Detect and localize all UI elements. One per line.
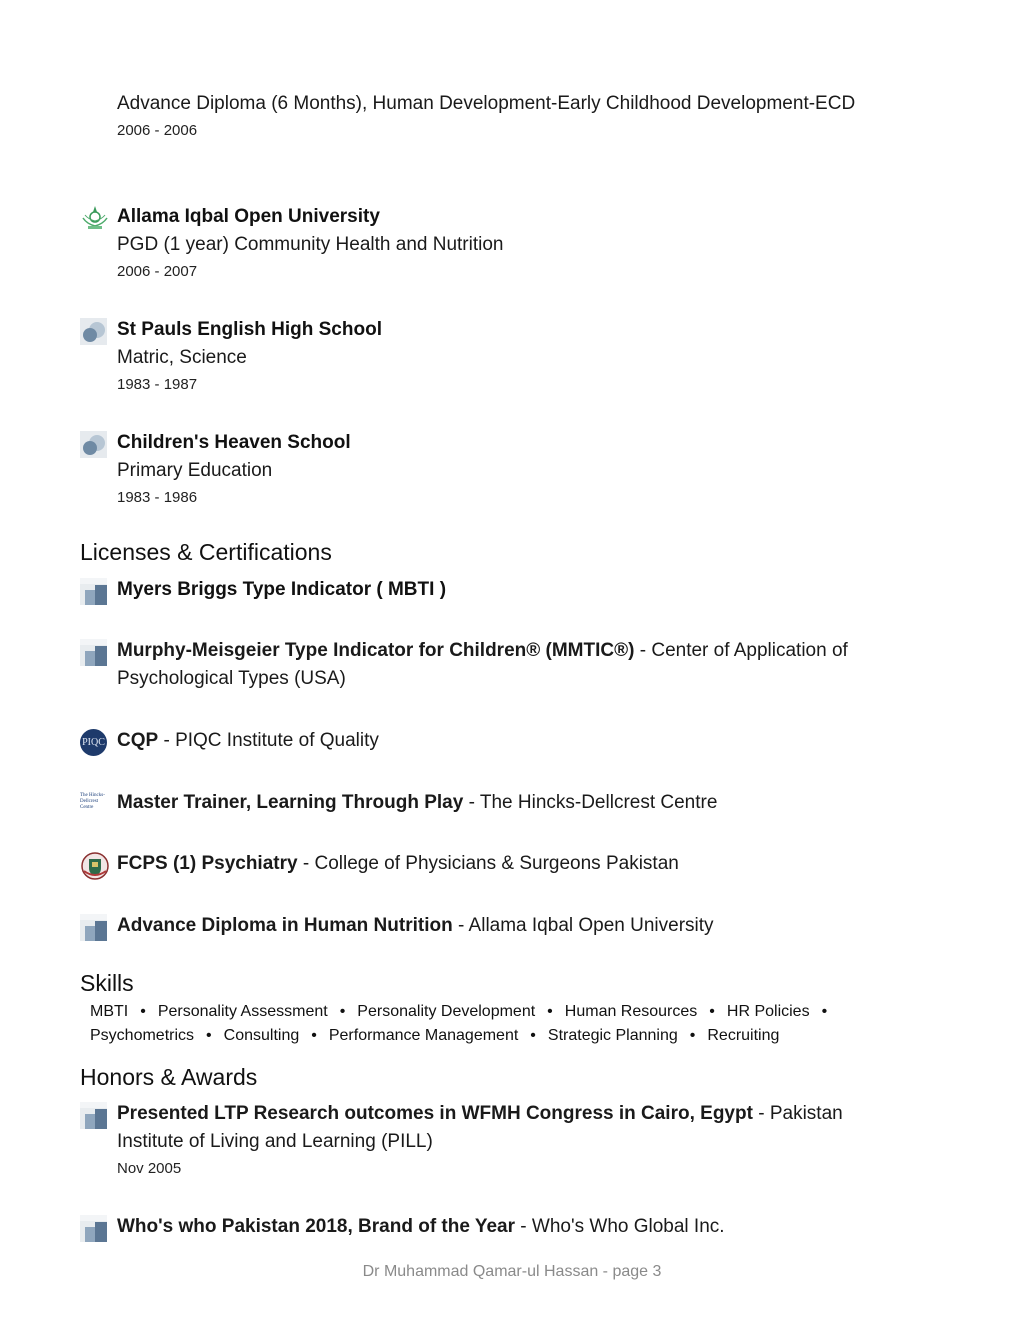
skill-item: MBTI (90, 1003, 129, 1020)
skill-separator: • (311, 1027, 317, 1044)
honor-issuer: Who's Who Global Inc. (531, 1216, 725, 1237)
license-issuer: The Hincks-Dellcrest Centre (479, 792, 718, 813)
skills-line (90, 1024, 910, 1048)
license-issuer: Allama Iqbal Open University (468, 915, 714, 936)
license-dash: - (457, 915, 465, 936)
license-dash: - (639, 640, 647, 661)
education-years: 1983 - 1986 (117, 489, 198, 506)
institution-name: St Pauls English High School (117, 319, 382, 340)
school-placeholder-icon (80, 431, 107, 458)
license-name: Murphy-Meisgeier Type Indicator for Children® (MMTIC®) (117, 640, 635, 661)
skill-item: Consulting (223, 1027, 300, 1044)
license-name: Advance Diploma in Human Nutrition (117, 915, 453, 936)
honor-title: Who's who Pakistan 2018, Brand of the Year (117, 1216, 516, 1237)
education-degree: PGD (1 year) Community Health and Nutrition (117, 234, 504, 255)
institution-name: Children's Heaven School (117, 432, 351, 453)
honor-dash: - (520, 1216, 527, 1237)
education-years: 2006 - 2007 (117, 263, 198, 280)
education-degree: Primary Education (117, 460, 273, 481)
license-issuer: PIQC Institute of Quality (175, 730, 379, 751)
license-issuer: Center of Application of Psychological Types (USA) (117, 640, 848, 689)
skill-item: Psychometrics (90, 1027, 195, 1044)
skill-item: HR Policies (726, 1003, 810, 1020)
cpsp-crest-icon (80, 851, 107, 878)
hincks-dellcrest-logo-icon: The Hincks-Dellcrest Centre (80, 793, 105, 810)
education-years: 2006 - 2006 (117, 122, 198, 139)
education-years: 1983 - 1987 (117, 376, 198, 393)
institution-name: Allama Iqbal Open University (117, 206, 380, 227)
license-name: Myers Briggs Type Indicator ( MBTI ) (117, 579, 447, 600)
honor-issuer: Pakistan Institute of Living and Learning (PILL) (117, 1103, 843, 1152)
license-dash: - (302, 853, 310, 874)
skill-separator: • (689, 1027, 696, 1044)
honor-title: Presented LTP Research outcomes in WFMH Congress in Cairo, Egypt (117, 1103, 753, 1124)
license-dash: - (163, 730, 170, 751)
aiou-emblem-icon (80, 204, 107, 231)
skill-separator: • (547, 1003, 553, 1020)
education-degree: Matric, Science (117, 347, 247, 368)
license-name: FCPS (1) Psychiatry (117, 853, 298, 874)
school-placeholder-icon (80, 318, 107, 345)
license-dash: - (468, 792, 475, 813)
skill-item: Personality Development (357, 1003, 536, 1020)
skill-item: Strategic Planning (547, 1027, 678, 1044)
company-placeholder-icon (80, 639, 107, 666)
skills-line (90, 1000, 910, 1024)
skill-separator: • (530, 1027, 536, 1044)
honor-dash: - (758, 1103, 765, 1124)
skill-separator: • (709, 1003, 715, 1020)
education-degree: Advance Diploma (6 Months), Human Development-Early Childhood Development-ECD (117, 93, 856, 114)
license-name: CQP (117, 730, 159, 751)
license-issuer: College of Physicians & Surgeons Pakistan (314, 853, 679, 874)
company-placeholder-icon (80, 1215, 107, 1242)
skill-item: Human Resources (564, 1003, 698, 1020)
skill-separator: • (339, 1003, 346, 1020)
skills-list (90, 1000, 910, 1048)
piqc-logo-icon: PIQC (80, 729, 107, 756)
skill-separator: • (821, 1003, 828, 1020)
honor-date: Nov 2005 (117, 1160, 182, 1177)
company-placeholder-icon (80, 578, 107, 605)
skill-item: Recruiting (707, 1027, 780, 1044)
licenses-heading: Licenses & Certifications (80, 539, 332, 565)
honors-heading: Honors & Awards (80, 1064, 258, 1090)
skill-item: Performance Management (328, 1027, 519, 1044)
skills-heading: Skills (80, 970, 134, 996)
license-name: Master Trainer, Learning Through Play (117, 792, 464, 813)
company-placeholder-icon (80, 1102, 107, 1129)
skill-separator: • (206, 1027, 212, 1044)
skill-separator: • (140, 1003, 146, 1020)
company-placeholder-icon (80, 914, 107, 941)
skill-item: Personality Assessment (157, 1003, 328, 1020)
page-footer: Dr Muhammad Qamar-ul Hassan - page 3 (362, 1263, 662, 1280)
